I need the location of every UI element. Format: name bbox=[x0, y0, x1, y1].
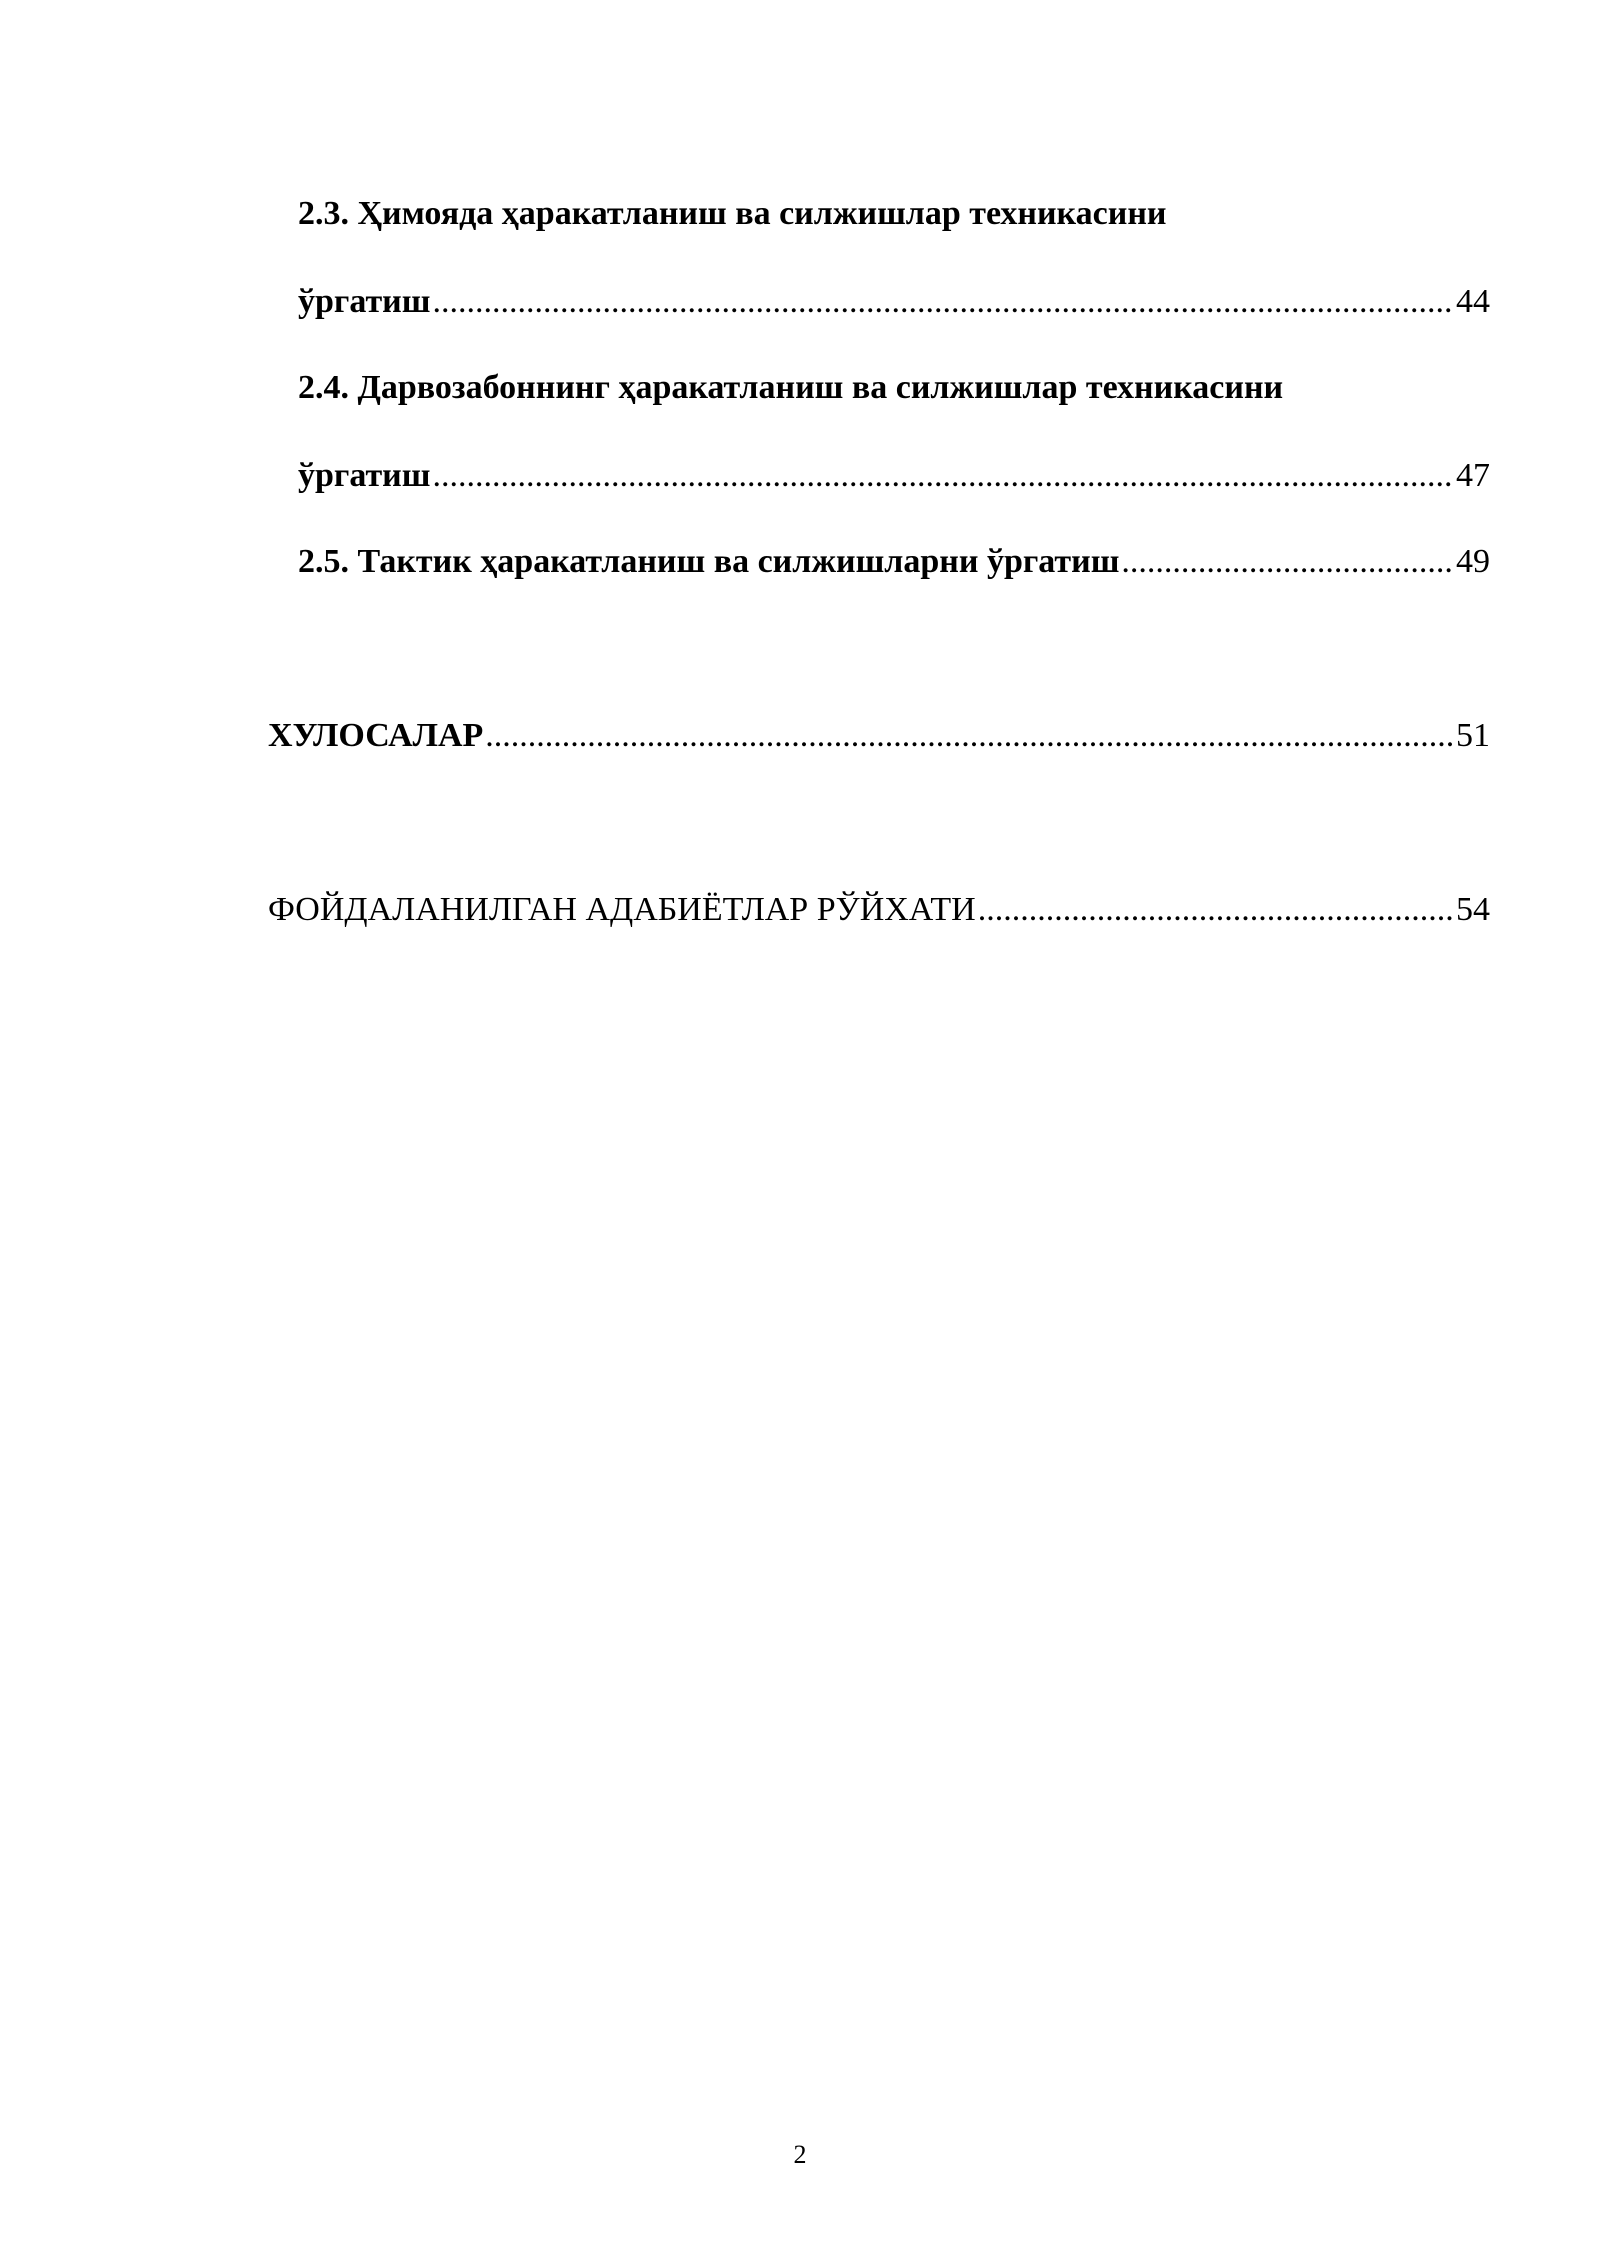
toc-entry-references[interactable] bbox=[268, 888, 1490, 932]
toc-entry-2-4-title-line1: 2.4. Дарвозабоннинг ҳаракатланиш ва силжишлар техникасини bbox=[298, 369, 1284, 406]
toc-references-label: ФОЙДАЛАНИЛГАН АДАБИЁТЛАР РЎЙХАТИ bbox=[268, 891, 976, 928]
toc-conclusions-page: 51 bbox=[1456, 717, 1490, 754]
page-number: 2 bbox=[793, 2140, 807, 2169]
toc-entry-2-3-label: ўргатиш bbox=[298, 283, 431, 320]
toc-entry-2-4-page: 47 bbox=[1456, 457, 1490, 494]
toc-entry-2-4-label: ўргатиш bbox=[298, 457, 431, 494]
toc-dot-leader bbox=[485, 714, 1454, 758]
toc-entry-2-5-page: 49 bbox=[1456, 543, 1490, 580]
toc-entry-2-3-title-line1: 2.3. Ҳимояда ҳаракатланиш ва силжишлар техникасини bbox=[298, 195, 1167, 232]
toc-entry-2-5[interactable] bbox=[298, 540, 1490, 584]
toc-references-page: 54 bbox=[1456, 891, 1490, 928]
toc-entry-2-3-page: 44 bbox=[1456, 283, 1490, 320]
toc-entry-2-4-title-line2[interactable] bbox=[298, 454, 1490, 498]
toc-dot-leader bbox=[432, 280, 1454, 324]
toc-dot-leader bbox=[432, 454, 1454, 498]
toc-entry-conclusions[interactable] bbox=[268, 714, 1490, 758]
toc-conclusions-label: ХУЛОСАЛАР bbox=[268, 717, 484, 754]
toc-entry-2-5-label: 2.5. Тактик ҳаракатланиш ва силжишларни ўргатиш bbox=[298, 543, 1120, 580]
toc-entry-2-3-title-line2[interactable] bbox=[298, 280, 1490, 324]
toc-dot-leader bbox=[1121, 540, 1454, 584]
toc-dot-leader bbox=[978, 888, 1454, 932]
